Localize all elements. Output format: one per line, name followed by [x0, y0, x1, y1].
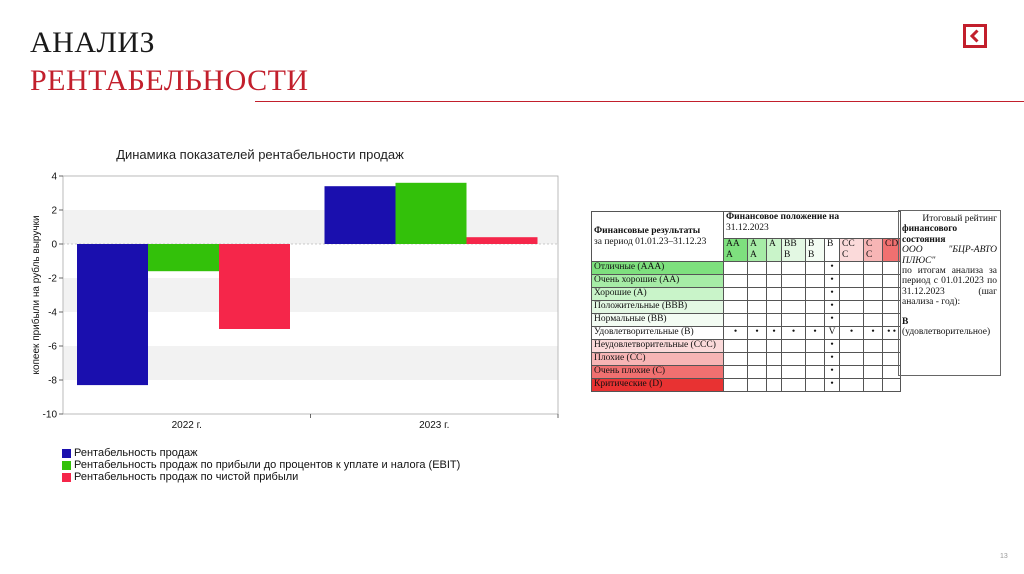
- table-cell: [767, 340, 782, 353]
- bar-2-1: [467, 237, 538, 244]
- table-row: [592, 327, 901, 340]
- y-tick-label: -6: [48, 341, 57, 353]
- y-tick-label: 4: [51, 171, 57, 183]
- table-cell: [840, 340, 864, 353]
- bar-1-1: [396, 183, 467, 244]
- table-cell: •: [840, 327, 864, 340]
- column-header: А А: [748, 239, 767, 262]
- table-cell: [864, 353, 883, 366]
- table-cell: [806, 353, 825, 366]
- table-cell: [782, 353, 806, 366]
- table-cell: [840, 379, 864, 392]
- table-cell: •: [825, 288, 840, 301]
- table-cell: •: [825, 353, 840, 366]
- column-header: А: [767, 239, 782, 262]
- summary-grade: B: [902, 316, 909, 327]
- legend-swatch: [62, 449, 71, 458]
- table-row: [592, 262, 901, 275]
- y-tick-label: 0: [51, 239, 57, 251]
- row-label: Положительные (ВВВ): [592, 301, 724, 314]
- table-cell: •: [825, 379, 840, 392]
- legend-swatch: [62, 473, 71, 482]
- table-row: [592, 314, 901, 327]
- bar-1-0: [148, 244, 219, 271]
- table-cell: [767, 275, 782, 288]
- column-header: ВВ В: [782, 239, 806, 262]
- table-cell: [724, 366, 748, 379]
- table-cell: • •: [883, 327, 901, 340]
- table-header-top: Финансовое положение на 31.12.2023: [724, 212, 901, 239]
- table-cell: [767, 353, 782, 366]
- legend-label: Рентабельность продаж по чистой прибыли: [74, 471, 299, 483]
- table-row: [592, 301, 901, 314]
- column-header: СС С: [840, 239, 864, 262]
- table-cell: [782, 301, 806, 314]
- column-header: АА А: [724, 239, 748, 262]
- table-cell: •: [825, 262, 840, 275]
- x-tick-label: 2022 г.: [171, 420, 202, 431]
- table-cell: [748, 353, 767, 366]
- table-cell: [782, 275, 806, 288]
- row-label: Плохие (СС): [592, 353, 724, 366]
- summary-grade-text: (удовлетворительное): [902, 327, 991, 338]
- table-cell: [767, 262, 782, 275]
- table-cell: [748, 314, 767, 327]
- table-cell: [782, 262, 806, 275]
- bar-2-0: [219, 244, 290, 329]
- table-cell: [767, 366, 782, 379]
- y-tick-label: -10: [42, 409, 57, 421]
- table-cell: •: [825, 366, 840, 379]
- y-tick-label: -8: [48, 375, 57, 387]
- table-cell: •: [748, 327, 767, 340]
- row-label: Неудовлетворительные (ССС): [592, 340, 724, 353]
- table-cell: [864, 379, 883, 392]
- table-cell: [864, 340, 883, 353]
- legend-swatch: [62, 461, 71, 470]
- table-cell: [806, 340, 825, 353]
- table-cell: •: [825, 275, 840, 288]
- table-cell: [724, 340, 748, 353]
- table-cell: [782, 366, 806, 379]
- table-cell: [724, 288, 748, 301]
- table-cell: [748, 301, 767, 314]
- y-tick-label: 2: [51, 205, 57, 217]
- bar-0-0: [77, 244, 148, 385]
- table-cell: [782, 379, 806, 392]
- table-cell: [864, 288, 883, 301]
- row-label: Нормальные (ВВ): [592, 314, 724, 327]
- table-cell: [767, 288, 782, 301]
- table-cell: [724, 262, 748, 275]
- y-tick-label: -2: [48, 273, 57, 285]
- row-label: Критические (D): [592, 379, 724, 392]
- table-cell: [840, 301, 864, 314]
- table-cell: [864, 262, 883, 275]
- table-cell: [767, 301, 782, 314]
- chart-title: Динамика показателей рентабельности продаж: [116, 147, 404, 162]
- row-label: Отличные (ААА): [592, 262, 724, 275]
- bar-0-1: [325, 186, 396, 244]
- table-cell: [724, 379, 748, 392]
- summary-body: по итогам анализа за период с 01.01.2023 по 31.12.2023 (шаг анализа - год):: [902, 266, 997, 308]
- table-row: [592, 379, 901, 392]
- table-cell: [724, 301, 748, 314]
- chart-svg: [30, 140, 570, 440]
- table-row: [592, 288, 901, 301]
- table-row: [592, 275, 901, 288]
- legend-label: Рентабельность продаж: [74, 447, 198, 459]
- legend-item: [62, 459, 460, 471]
- table-cell: [840, 314, 864, 327]
- table-cell: [806, 262, 825, 275]
- table-cell: [864, 301, 883, 314]
- table-cell: [840, 366, 864, 379]
- table-cell: [748, 379, 767, 392]
- column-header: С С: [864, 239, 883, 262]
- rating-summary-box: [898, 210, 1001, 376]
- page-title-line2: РЕНТАБЕЛЬНОСТИ: [30, 64, 309, 97]
- table-cell: [883, 379, 901, 392]
- table-row: [592, 353, 901, 366]
- table-cell: [782, 314, 806, 327]
- table-cell: [782, 340, 806, 353]
- table-cell: [767, 314, 782, 327]
- legend-item: [62, 471, 460, 483]
- title-divider: [255, 101, 1024, 102]
- table-cell: [806, 366, 825, 379]
- table-cell: [748, 262, 767, 275]
- back-arrow-icon[interactable]: [963, 24, 987, 48]
- chart-legend: [62, 447, 460, 483]
- row-label: Очень плохие (С): [592, 366, 724, 379]
- summary-company: ООО "БЦР-АВТО ПЛЮС": [902, 245, 997, 266]
- y-tick-label: -4: [48, 307, 57, 319]
- column-header: В: [825, 239, 840, 262]
- table-cell: [864, 314, 883, 327]
- table-cell: •: [806, 327, 825, 340]
- table-cell: [748, 366, 767, 379]
- table-cell: [864, 366, 883, 379]
- table-cell: •: [825, 340, 840, 353]
- y-axis-label: копеек прибыли на рубль выручки: [31, 215, 42, 375]
- table-row: [592, 340, 901, 353]
- table-cell: [864, 275, 883, 288]
- table-cell: •: [825, 314, 840, 327]
- column-header: В В: [806, 239, 825, 262]
- page-title-line1: АНАЛИЗ: [30, 26, 156, 59]
- table-cell: •: [767, 327, 782, 340]
- table-cell: [782, 288, 806, 301]
- table-cell: •: [782, 327, 806, 340]
- legend-item: [62, 447, 460, 459]
- table-cell: [806, 301, 825, 314]
- table-cell: [806, 275, 825, 288]
- table-cell: [806, 288, 825, 301]
- table-cell: [806, 379, 825, 392]
- x-tick-label: 2023 г.: [419, 420, 450, 431]
- table-cell: [840, 288, 864, 301]
- table-cell: [840, 353, 864, 366]
- table-cell: [748, 288, 767, 301]
- column-header: СD: [883, 239, 901, 262]
- table-cell: [724, 353, 748, 366]
- table-row: [592, 366, 901, 379]
- legend-label: Рентабельность продаж по прибыли до процентов к уплате и налога (EBIT): [74, 459, 461, 471]
- table-cell: [806, 314, 825, 327]
- row-label: Удовлетворительные (В): [592, 327, 724, 340]
- table-cell: V: [825, 327, 840, 340]
- table-cell: [840, 262, 864, 275]
- summary-line1: Итоговый рейтинг: [922, 214, 997, 224]
- profitability-chart: [30, 140, 570, 440]
- summary-line2: финансового состояния: [902, 224, 958, 245]
- table-cell: [748, 340, 767, 353]
- grid-band: [63, 176, 558, 210]
- table-cell: [724, 275, 748, 288]
- rating-matrix-table: [591, 211, 901, 392]
- table-cell: •: [724, 327, 748, 340]
- table-cell: •: [864, 327, 883, 340]
- row-label: Хорошие (А): [592, 288, 724, 301]
- table-cell: [724, 314, 748, 327]
- table-cell: •: [825, 301, 840, 314]
- table-header-left: Финансовые результаты за период 01.01.23–31.12.23: [592, 212, 724, 262]
- page-number: 13: [1000, 553, 1008, 560]
- row-label: Очень хорошие (АА): [592, 275, 724, 288]
- table-cell: [767, 379, 782, 392]
- table-cell: [840, 275, 864, 288]
- table-cell: [748, 275, 767, 288]
